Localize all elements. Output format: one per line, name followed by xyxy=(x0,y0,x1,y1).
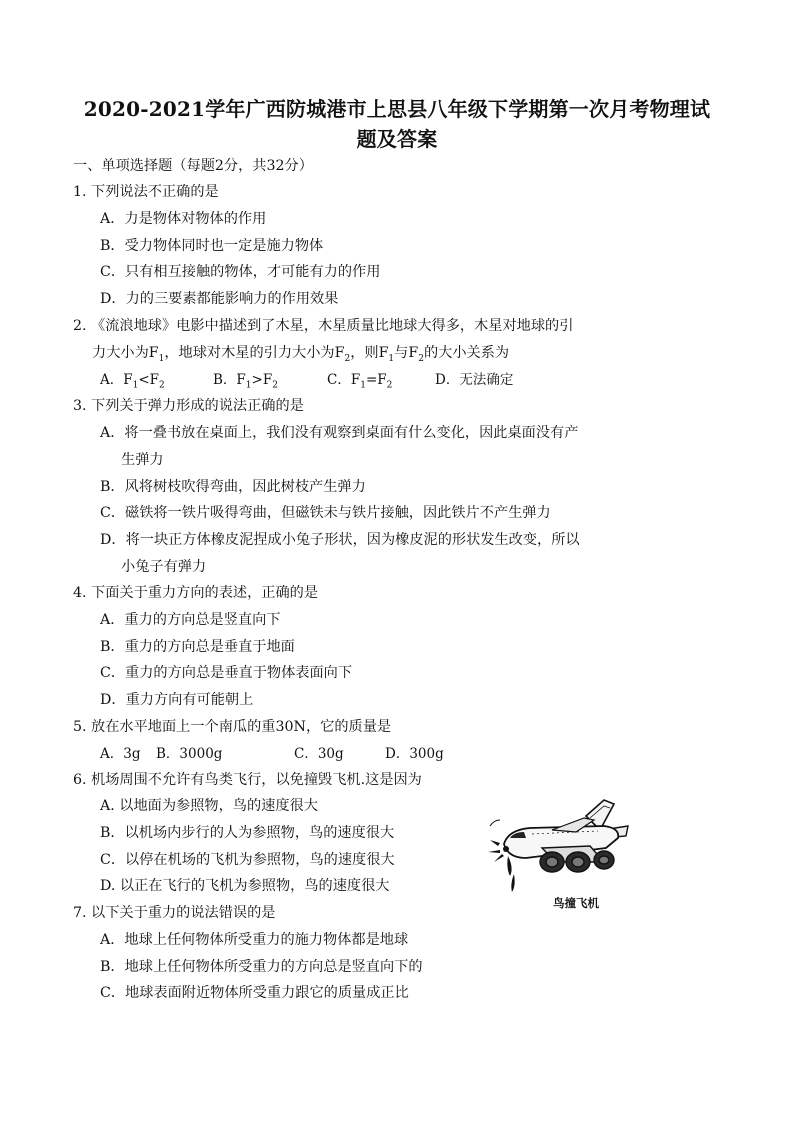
question-1-option-d: D．力的三要素都能影响力的作用效果 xyxy=(100,291,339,307)
question-2-option-a: A．$F_1<F_2$ xyxy=(100,372,165,391)
title-line-1: 2020-2021学年广西防城港市上思县八年级下学期第一次月考物理试 xyxy=(83,97,711,121)
question-4-option-d: D．重力方向有可能朝上 xyxy=(100,692,254,708)
question-3-option-b: B．风将树枝吹得弯曲，因此树枝产生弹力 xyxy=(100,479,366,495)
question-5-option-d: D．300g xyxy=(385,746,444,762)
question-5-option-b: B．3000g xyxy=(156,746,223,762)
question-2-option-c: C．$F_1=F_2$ xyxy=(327,372,393,391)
question-5-options xyxy=(100,744,444,764)
question-2-option-b: B．$F_1>F_2$ xyxy=(213,372,278,391)
question-1-option-b: B．受力物体同时也一定是施力物体 xyxy=(100,238,324,254)
question-3-option-d-line-2: 小兔子有弹力 xyxy=(121,559,207,575)
question-2-stem-line-2: 力大小为$F_1$，地球对木星的引力大小为$F_2$，则$F_1$与$F_2$的大小关系为 xyxy=(92,345,510,364)
question-7-option-c: C．地球表面附近物体所受重力跟它的质量成正比 xyxy=(100,985,409,1001)
question-5-stem: 5. 放在水平地面上一个南瓜的重30N，它的质量是 xyxy=(73,719,392,735)
question-2-option-d: D．无法确定 xyxy=(435,372,514,388)
question-3-option-d-line-1: D．将一块正方体橡皮泥捏成小兔子形状，因为橡皮泥的形状发生改变，所以 xyxy=(100,532,580,548)
question-4-option-c: C．重力的方向总是垂直于物体表面向下 xyxy=(100,665,353,681)
question-6-option-b: B．以机场内步行的人为参照物，鸟的速度很大 xyxy=(100,825,395,841)
question-6-stem: 6. 机场周围不允许有鸟类飞行，以免撞毁飞机.这是因为 xyxy=(73,772,422,788)
question-6-option-c: C．以停在机场的飞机为参照物，鸟的速度很大 xyxy=(100,852,395,868)
question-5-option-a: A．3g xyxy=(100,746,141,762)
question-1-stem: 1. 下列说法不正确的是 xyxy=(73,184,219,200)
question-4-option-a: A．重力的方向总是竖直向下 xyxy=(100,612,281,628)
question-2-stem-line-1: 2. 《流浪地球》电影中描述到了木星，木星质量比地球大得多，木星对地球的引 xyxy=(73,318,574,334)
question-3-option-a-line-2: 生弹力 xyxy=(121,452,164,468)
figure-caption: 鸟撞飞机 xyxy=(553,896,599,910)
question-3-option-c: C．磁铁将一铁片吸得弯曲，但磁铁未与铁片接触，因此铁片不产生弹力 xyxy=(100,505,551,521)
question-3-option-a-line-1: A．将一叠书放在桌面上，我们没有观察到桌面有什么变化，因此桌面没有产 xyxy=(100,425,579,441)
question-2-options xyxy=(100,370,513,390)
document-title xyxy=(60,94,734,154)
title-line-2: 题及答案 xyxy=(356,127,438,151)
question-1-option-c: C．只有相互接触的物体，才可能有力的作用 xyxy=(100,264,381,280)
section-heading: 一、单项选择题（每题2分，共32分） xyxy=(73,158,313,174)
question-4-option-b: B．重力的方向总是垂直于地面 xyxy=(100,639,295,655)
question-6-option-d: D. 以正在飞行的飞机为参照物，鸟的速度很大 xyxy=(100,878,390,894)
question-5-option-c: C．30g xyxy=(294,746,344,762)
question-6-option-a: A. 以地面为参照物，鸟的速度很大 xyxy=(100,798,318,814)
question-7-option-a: A．地球上任何物体所受重力的施力物体都是地球 xyxy=(100,932,409,948)
question-7-option-b: B．地球上任何物体所受重力的方向总是竖直向下的 xyxy=(100,959,423,975)
question-3-stem: 3. 下列关于弹力形成的说法正确的是 xyxy=(73,398,304,414)
question-1-option-a: A．力是物体对物体的作用 xyxy=(100,211,267,227)
question-4-stem: 4. 下面关于重力方向的表述，正确的是 xyxy=(73,585,319,601)
question-7-stem: 7. 以下关于重力的说法错误的是 xyxy=(73,905,276,921)
